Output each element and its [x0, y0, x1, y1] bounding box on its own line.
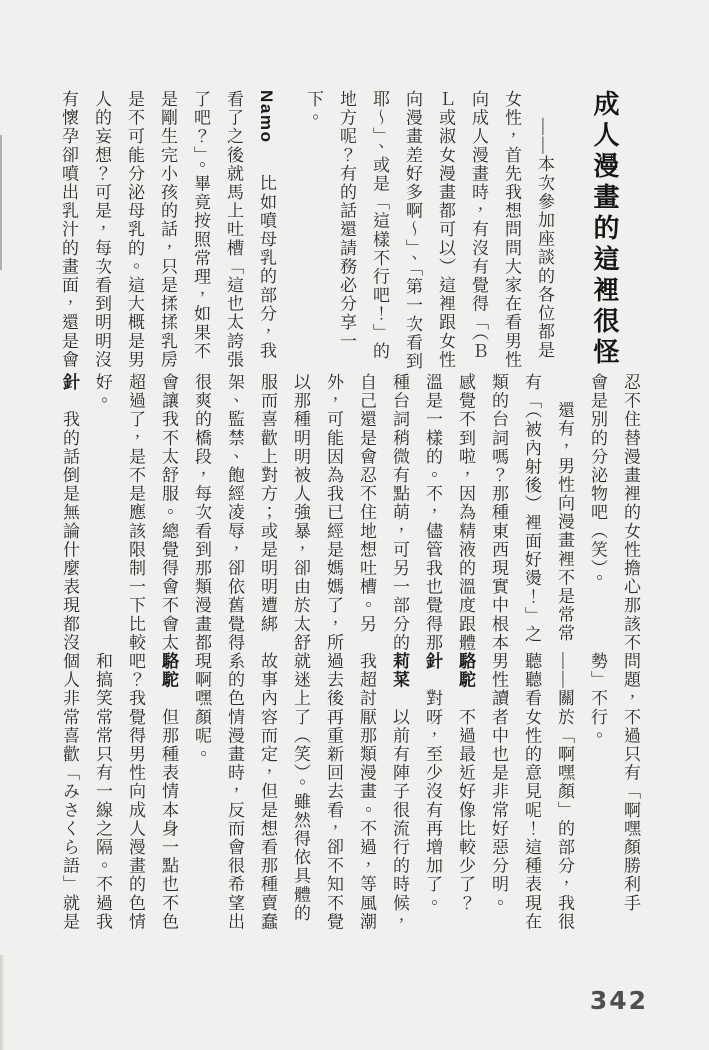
paragraph — [53, 652, 185, 935]
speech-text: 對呀，至少沒有再增加了。 — [423, 670, 442, 913]
paragraph: 忍不住替漫畫裡的女性擔心那該不會是別的分泌物吧（笑）。 — [588, 373, 640, 652]
paragraph — [53, 373, 86, 656]
paragraph: 問題，不過只有「啊嘿顏勝利手勢」不行。 — [588, 652, 640, 913]
paragraph — [416, 652, 449, 935]
page-title: 成人漫畫的這裡很怪 — [590, 90, 620, 369]
speaker-name: 駱駝 — [159, 652, 178, 690]
speaker-name: 針 — [423, 652, 442, 671]
speech-text: 我的話倒是無論什麼表現都沒 — [60, 391, 79, 653]
page-number: 342 — [589, 986, 648, 1015]
speaker-name: Namo — [257, 90, 276, 144]
scan-artifact — [0, 135, 2, 270]
speech-text: 但那種表情本身一點也不色吧？我覺得男性向成人漫畫的色情和搞笑常常只有一線之隔。不過我個人非常喜歡「みさくら語」就是 — [60, 652, 178, 932]
paragraph: ——關於「啊嘿顏」的部分，我很聽聽看女性的意見呢！這種表現在男性讀者中也是非常好惡分明。 — [489, 652, 574, 931]
paragraph — [185, 652, 416, 935]
paragraph — [52, 90, 283, 373]
paragraph: 還有，男性向漫畫裡不是常常有「（被內射後）裡面好燙！」之類的台詞嗎？那種東西現實中根本感覺不到啦，因為精液的溫度跟體溫是一樣的。不，儘管我也覺得那種台詞稍微有點萌，可另一部分的自己還是會忍不住地想吐槽。另外，可能因為我已經是媽媽了，所以那種明明被人強暴，卻由於太舒服而喜歡上對方；或是明明遭綁架、監禁、飽經凌辱，卻依舊覺得很爽的橋段，每次看到那類漫畫都會讓我不太舒服。總覺得會不會太超過了，是不是應該限制一下比較好。 — [93, 373, 574, 652]
speaker-name: 針 — [60, 373, 79, 392]
speaker-name: 駱駝 — [456, 652, 475, 690]
scan-artifact — [0, 955, 5, 1050]
section-bottom — [53, 652, 647, 935]
speech-text: 不過最近好像比較少了？ — [456, 689, 475, 913]
section-middle — [53, 373, 647, 656]
paragraph: ——本次參加座談的各位都是女性，首先我想問問大家在看男性向成人漫畫時，有沒有覺得「（ＢＬ或淑女漫畫都可以）這裡跟女性向漫畫差好多啊～」、「第一次看到耶～」、或是「這樣不行吧！」的地方呢？有的話還請務必分享一下。 — [304, 90, 554, 371]
paragraph — [449, 652, 482, 935]
speech-text: 比如噴母乳的部分，我看了之後就馬上吐槽「這也太誇張了吧？」。畢竟按照常理，如果不是剛生完小孩的話，只是揉揉乳房是不可能分泌母乳的。這大概是男人的妄想？可是，每次看到明明沒有懷孕卻噴出乳汁的畫面，還是會 — [59, 90, 276, 369]
section-top — [52, 90, 647, 373]
speech-text: 以前有陣子很流行的時候，我超討厭那類漫畫。不過，等風潮過去後再重新回去看，卻不知不覺就迷上了（笑）。雖然得依具體的故事內容而定，但是想看那種賣蠢系的色情漫畫時，反而會很希望出現啊嘿顏呢。 — [192, 652, 409, 932]
speaker-name: 莉菜 — [390, 652, 409, 690]
